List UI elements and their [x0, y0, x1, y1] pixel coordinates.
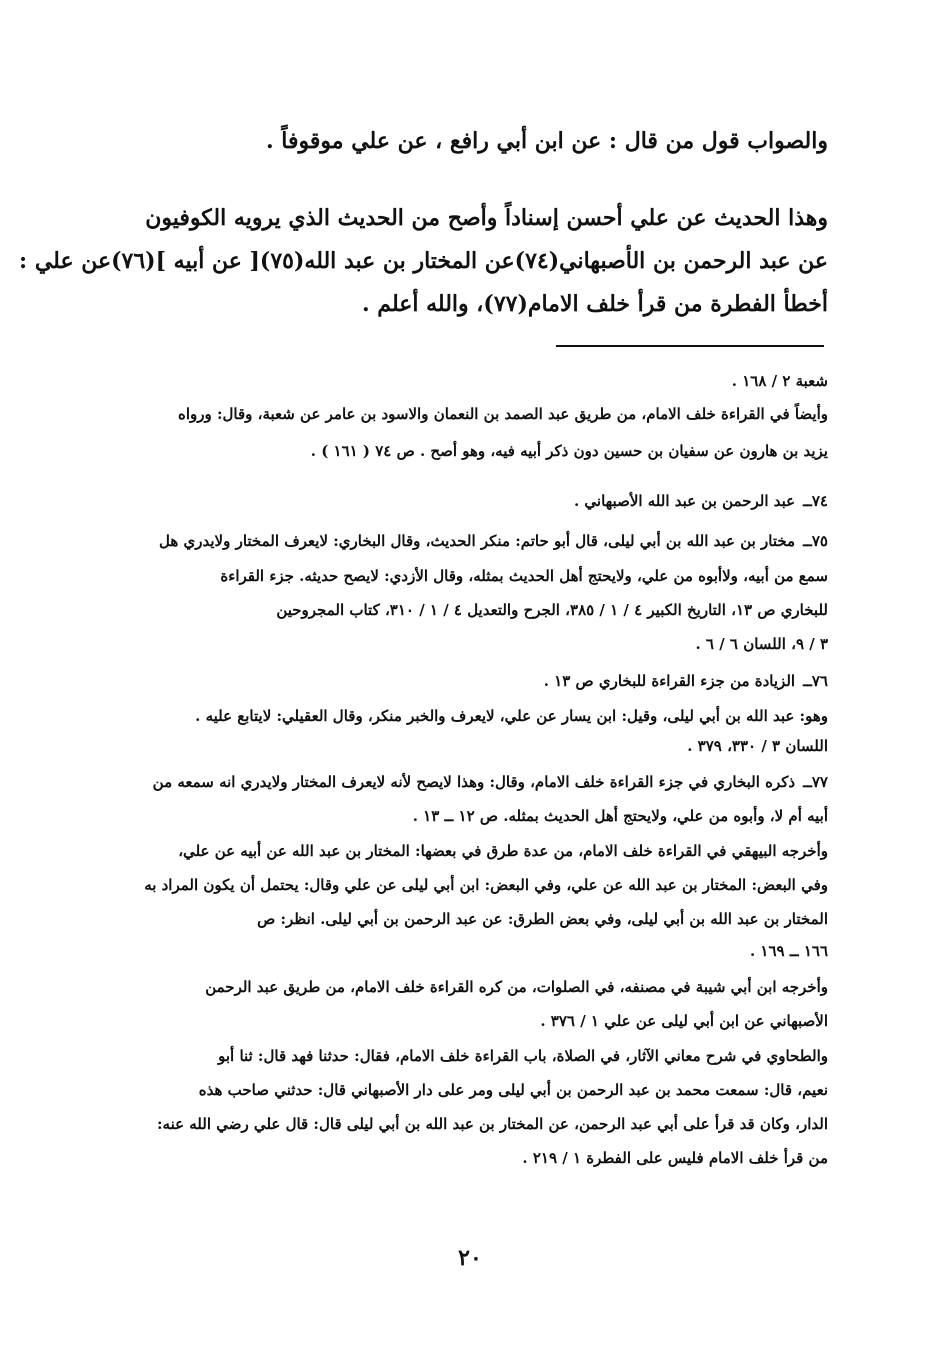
footnote-text: عبد الرحمن بن عبد الله الأصبهاني .	[573, 492, 796, 510]
footnote-74	[112, 492, 828, 510]
footnote-number: ٧٦ــ	[803, 672, 828, 690]
footnote-continuation-line-1: شعبة ٢ / ١٦٨ .	[731, 372, 828, 390]
footnote-76-line-3: اللسان ٣ / ٣٣٠، ٣٧٩ .	[687, 737, 828, 755]
footnote-75-line-1	[112, 532, 828, 550]
footnote-separator	[556, 345, 824, 347]
footnote-77-line-9: والطحاوي في شرح معاني الآثار، في الصلاة، باب القراءة خلف الامام، فقال: حدثنا فهد قال: ثنا أبو	[218, 1047, 828, 1065]
footnote-77-line-7: وأخرجه ابن أبي شيبة في مصنفه، في الصلوات، من كره القراءة خلف الامام، من طريق عبد الرحمن	[205, 978, 828, 996]
footnote-77-line-11: الدار، وكان قد قرأ على أبي عبد الرحمن، عن المختار بن عبد الله بن أبي ليلى قال: قال علي رضي الله عنه:	[156, 1115, 828, 1133]
footnote-number: ٧٥ــ	[803, 532, 828, 550]
main-paragraph-1: والصواب قول من قال : عن ابن أبي رافع ، عن علي موقوفاً .	[265, 128, 828, 154]
footnote-77-line-5: المختار بن عبد الله بن أبي ليلى، وفي بعض الطرق: عن عبد الرحمن بن أبي ليلى. انظر: ص	[257, 910, 828, 928]
footnote-77-line-8: الأصبهاني عن ابن أبي ليلى عن علي ١ / ٣٧٦ .	[540, 1012, 828, 1030]
main-paragraph-2-line-3: أخطأ الفطرة من قرأ خلف الامام(٧٧)، والله أعلم .	[361, 291, 828, 317]
main-paragraph-2-line-1: وهذا الحديث عن علي أحسن إسناداً وأصح من الحديث الذي يرويه الكوفيون	[145, 205, 828, 231]
footnote-77-line-1	[112, 773, 828, 791]
footnote-77-line-6: ١٦٦ ــ ١٦٩ .	[749, 942, 828, 960]
footnote-continuation-line-2: وأيضاً في القراءة خلف الامام، من طريق عبد الصمد بن النعمان والاسود بن عامر عن شعبة، وقال: ورواه	[177, 405, 828, 423]
footnote-75-line-3: للبخاري ص ١٣، التاريخ الكبير ٤ / ١ / ٣٨٥، الجرح والتعديل ٤ / ١ / ٣١٠، كتاب المجروحين	[276, 601, 828, 619]
footnote-77-line-10: نعيم، قال: سمعت محمد بن عبد الرحمن بن أبي ليلى ومر على دار الأصبهاني قال: حدثني صاحب هذه	[198, 1081, 828, 1099]
footnote-number: ٧٤ــ	[803, 492, 828, 510]
main-paragraph-2-line-2: عن عبد الرحمن بن الأصبهاني(٧٤)عن المختار بن عبد الله(٧٥)[ عن أبيه ](٧٦)عن علي :	[19, 248, 828, 274]
footnote-77-line-12: من قرأ خلف الامام فليس على الفطرة ١ / ٢١٩ .	[522, 1149, 828, 1167]
page-number: ٢٠	[458, 1245, 482, 1271]
footnote-number: ٧٧ــ	[803, 773, 828, 791]
footnote-76-line-1	[112, 672, 828, 690]
footnote-text: مختار بن عبد الله بن أبي ليلى، قال أبو حاتم: منكر الحديث، وقال البخاري: لايعرف المختار ولايدري هل	[159, 532, 796, 550]
footnote-77-line-2: أبيه أم لا، وأبوه من علي، ولايحتج أهل الحديث بمثله. ص ١٢ ــ ١٣ .	[412, 807, 828, 825]
footnote-text: ذكره البخاري في جزء القراءة خلف الامام، وقال: وهذا لايصح لأنه لايعرف المختار ولايدري انه سمعه من	[152, 773, 796, 791]
footnote-75-line-2: سمع من أبيه، ولاأبوه من علي، ولايحتج أهل الحديث بمثله، وقال الأزدي: لايصح حديثه. جزء القراءة	[220, 567, 828, 585]
footnote-75-line-4: ٣ / ٩، اللسان ٦ / ٦ .	[695, 635, 828, 653]
footnote-continuation-line-3: يزيد بن هارون عن سفيان بن حسين دون ذكر أبيه فيه، وهو أصح . ص ٧٤ ( ١٦١ ) .	[310, 442, 828, 460]
footnote-text: الزيادة من جزء القراءة للبخاري ص ١٣ .	[543, 672, 796, 690]
footnote-77-line-4: وفي البعض: المختار بن عبد الله عن علي، وفي البعض: ابن أبي ليلى عن علي وقال: يحتمل أن يكون المراد به	[144, 876, 828, 894]
footnote-77-line-3: وأخرجه البيهقي في القراءة خلف الامام، من عدة طرق في بعضها: المختار بن عبد الله عن أبيه عن علي،	[178, 842, 828, 860]
footnote-76-line-2: وهو: عبد الله بن أبي ليلى، وقيل: ابن يسار عن علي، لايعرف والخبر منكر، وقال العقيلي: لايتابع عليه .	[195, 707, 828, 725]
